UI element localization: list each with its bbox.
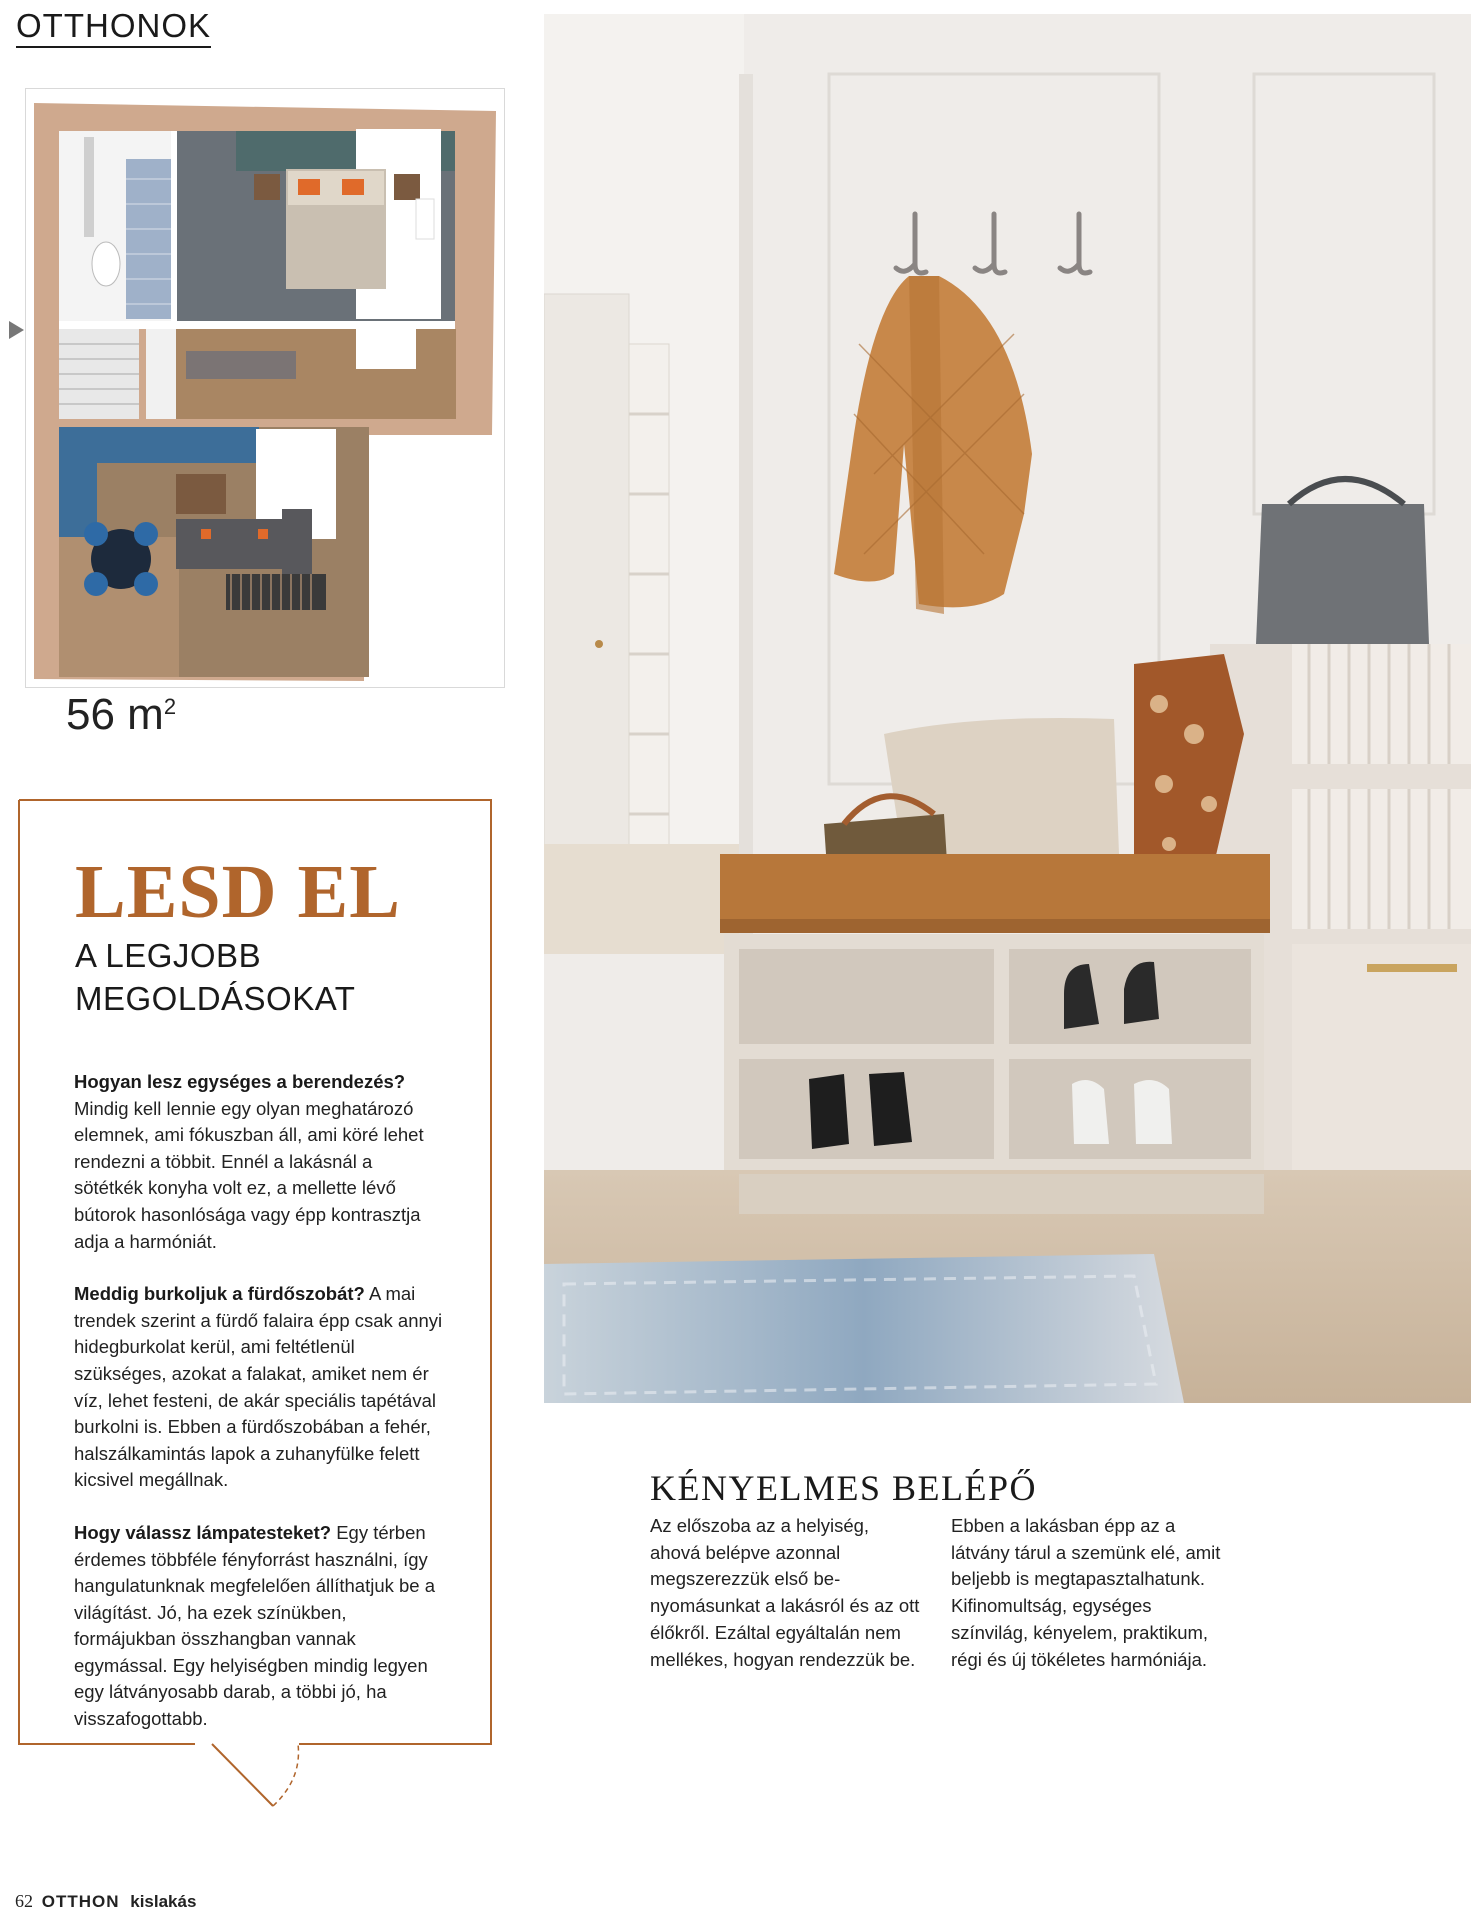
tip-paragraph bbox=[74, 1520, 446, 1733]
page-footer bbox=[15, 1891, 196, 1912]
entryway-photo-illustration bbox=[544, 14, 1471, 1403]
tips-subhead-line1: A LEGJOBB bbox=[75, 937, 262, 974]
floor-plan-illustration bbox=[26, 89, 504, 687]
tip-question: Hogyan lesz egységes a berendezés? bbox=[74, 1071, 406, 1092]
floor-plan bbox=[25, 88, 505, 688]
tips-box bbox=[17, 799, 492, 1816]
tip-answer: A mai trendek szerint a fürdő falaira épp csak annyi hidegburkolat kerül, ami feltétlenül szükséges, azokat a falakat, amiket nem ér víz, lehet festeni, de akár speciális tapétával burkolni is. Ebben a fürdőszobában a fehér, halszálkamintás lapok a zuhanyfülke felett kicsivel megállnak. bbox=[74, 1283, 443, 1491]
tip-question: Hogy válassz lámpatesteket? bbox=[74, 1521, 332, 1543]
tips-subhead-line2: MEGOLDÁSOKAT bbox=[75, 980, 356, 1017]
article-column-2: Ebben a lakásban épp az a látvány tárul a szemünk elé, amit beljebb is megtapasztalhatunk. Kifinomultság, egységes színvilág, kényelem, praktikum, régi és új tökéletes harmóniája. bbox=[951, 1515, 1221, 1670]
section-title: OTTHONOK bbox=[16, 8, 211, 48]
tips-body bbox=[74, 1069, 446, 1759]
floor-area-unit: 2 bbox=[163, 694, 177, 719]
magazine-brand: OTTHON bbox=[41, 1892, 120, 1911]
play-arrow-icon bbox=[9, 321, 24, 339]
floor-area-value: 56 m bbox=[66, 690, 164, 739]
article-title: KÉNYELMES BELÉPŐ bbox=[650, 1468, 1037, 1508]
tips-subhead bbox=[75, 934, 455, 1020]
entryway-photo bbox=[544, 14, 1471, 1403]
tip-paragraph bbox=[74, 1069, 446, 1255]
tip-answer: Mindig kell lennie egy olyan meghatározó elemnek, ami fókuszban áll, ami köré lehet rendezni a többit. Ennél a lakásnál a sötétkék konyha volt ez, a mellette lévő bútorok hasonlósága vagy épp kontrasztja adja a harmóniát. bbox=[74, 1097, 424, 1252]
floor-area bbox=[66, 690, 176, 740]
tips-headline: LESD EL bbox=[75, 850, 401, 934]
tip-answer: Egy térben érdemes többféle fényforrást használni, így hangulatunknak megfelelően állíthatjuk be a világítást. Jó, ha ezek színükben, formájukban összhangban vannak egymással. Egy helyiségben mindig legyen egy látványosabb darab, a többi jó, ha visszafogottabb. bbox=[74, 1521, 436, 1730]
article-column-1: Az előszoba az a helyiség, ahová belépve azonnal megszerezzük első benyomásunkat a lakásról és az ott élőkről. Ezáltal egyáltalán nem mellékes, hogyan rendezzük be. bbox=[650, 1515, 920, 1670]
tip-paragraph bbox=[74, 1281, 446, 1494]
page-number: 62 bbox=[15, 1891, 33, 1911]
tip-question: Meddig burkoljuk a fürdőszobát? bbox=[74, 1283, 365, 1305]
magazine-name: kislakás bbox=[130, 1892, 197, 1911]
